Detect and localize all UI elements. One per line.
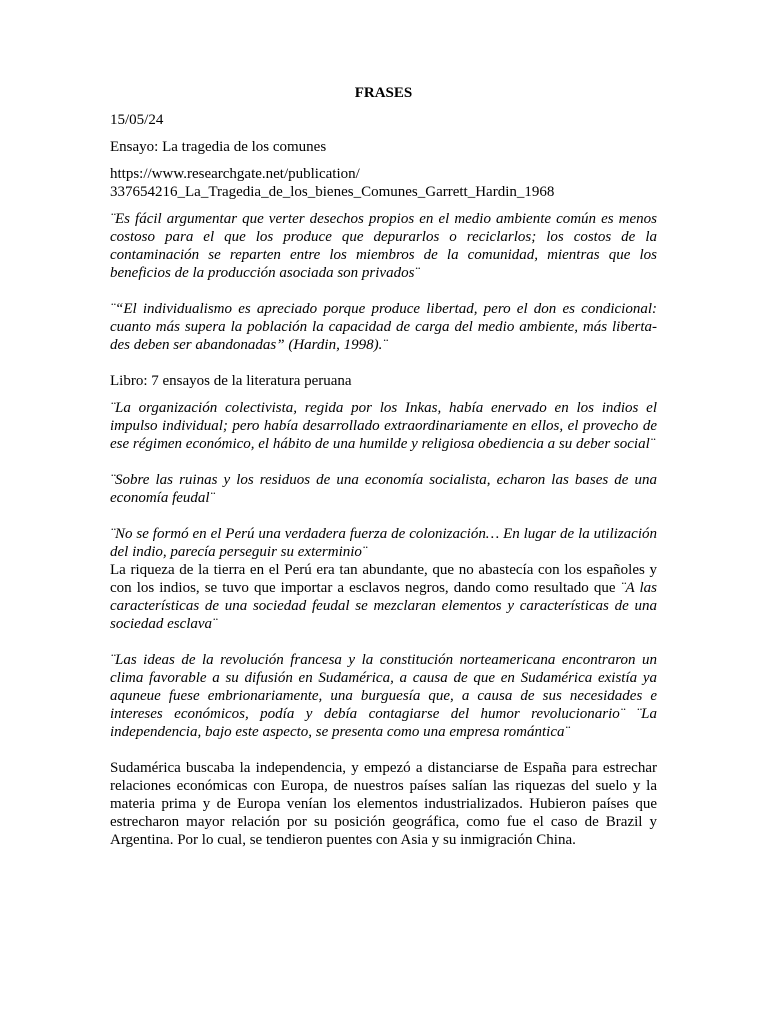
blank-line	[110, 507, 657, 525]
paragraph-land-wealth-text: La riqueza de la tierra en el Perú era tan abundante, que no abastecía con los españoles y con los indios, se tuvo que importar a esclavos negros, dando como resultado que	[110, 562, 657, 596]
source-url	[110, 165, 657, 201]
quote-individualism: ¨“El individualismo es apreciado porque produce libertad, pero el don es condicional: cuanto más supera la población la capacidad de carga del medio ambiente, más liberta-des deben ser abandonadas” (Hardin, 1998).¨	[110, 301, 657, 353]
blank-line	[110, 354, 657, 372]
quote-inka-organization: ¨La organización colectivista, regida por los Inkas, había enervado en los indios el impulso individual; pero había desarrollado extraordinariamente en ellos, el provecho de ese régimen económico, el hábito de una humilde y religiosa obediencia a su deber social¨	[110, 400, 657, 452]
blank-line	[110, 633, 657, 651]
quote-colonization: ¨No se formó en el Perú una verdadera fuerza de colonización… En lugar de la utilización del indio, parecía perseguir su exterminio¨	[110, 526, 657, 560]
document-title: FRASES	[354, 85, 413, 101]
paragraph-land-wealth-quote: ¨A las características de una sociedad feudal se mezclaran elementos y características de una sociedad esclava¨	[110, 580, 657, 632]
quote-feudal-economy: ¨Sobre las ruinas y los residuos de una economía socialista, echaron las bases de una economía feudal¨	[110, 472, 657, 506]
document-page	[110, 84, 657, 849]
source-url-line2: 337654216_La_Tragedia_de_los_bienes_Comunes_Garrett_Hardin_1968	[110, 184, 555, 200]
paragraph-land-wealth	[110, 561, 657, 633]
paragraph-independence: Sudamérica buscaba la independencia, y empezó a distanciarse de España para estrechar relaciones económicas con Europa, de nuestros países salían las riquezas del suelo y la materia prima y de Europa venían los elementos industrializados. Hubieron países que estrecharon mayor relación por su posición geográfica, como fue el caso de Brazil y Argentina. Por lo cual, se tendieron puentes con Asia y su inmigración China.	[110, 760, 657, 848]
blank-line	[110, 282, 657, 300]
blank-line	[110, 741, 657, 759]
blank-line	[110, 453, 657, 471]
quote-french-revolution: ¨Las ideas de la revolución francesa y la constitución norteamericana encontraron un clima favorable a su difusión en Sudamérica, a causa de que en Sudamérica existía ya aquneue fuese embrionariamente, una burguesía que, a causa de sus necesidades e intereses económicos, podía y debía contagiarse del humor revolucionario¨ ¨La independencia, bajo este aspecto, se presenta como una empresa romántica¨	[110, 652, 657, 740]
book-heading: Libro: 7 ensayos de la literatura peruana	[110, 373, 352, 389]
date-line: 15/05/24	[110, 112, 164, 128]
source-url-line1: https://www.researchgate.net/publication/	[110, 166, 360, 182]
quote-commons-pollution: ¨Es fácil argumentar que verter desechos propios en el medio ambiente común es menos costoso para el que los produce que depurarlos o reciclarlos; los costos de la contaminación se reparten entre los miembros de la comunidad, mientras que los beneficios de la producción asociada son privados¨	[110, 211, 657, 281]
essay-heading: Ensayo: La tragedia de los comunes	[110, 139, 327, 155]
